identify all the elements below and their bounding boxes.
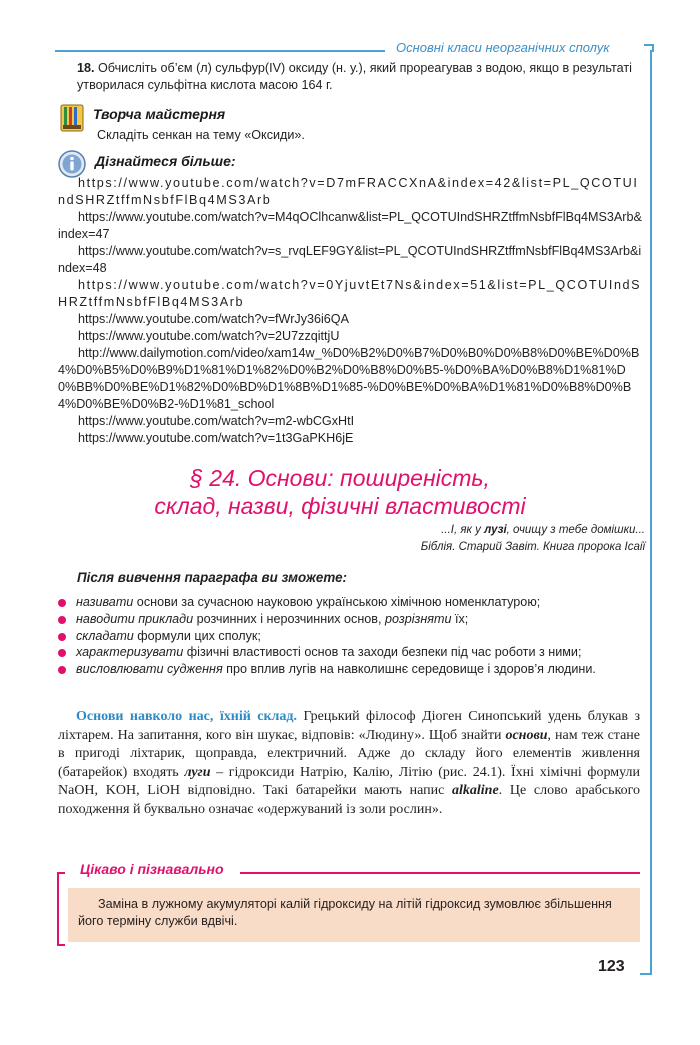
workshop-text: Складіть сенкан на тему «Оксиди». <box>97 128 305 142</box>
goal-item: характеризувати фізичні властивості основ та заходи безпеки під час роботи з ними; <box>58 644 643 661</box>
header-rule <box>55 50 385 52</box>
epigraph-bold: лузі <box>484 524 507 536</box>
body-lead: Основи навколо нас, їхній склад. <box>76 709 297 724</box>
page-number: 123 <box>598 958 625 975</box>
epigraph-post: , очищу з тебе домішки... <box>506 524 645 536</box>
link-9[interactable]: https://www.youtube.com/watch?v=1t3GaPKH6jE <box>78 431 354 445</box>
goals-title: Після вивчення параграфа ви зможете: <box>77 570 347 585</box>
interesting-frame <box>57 872 65 946</box>
epigraph <box>300 522 645 556</box>
section-title-line-1: § 24. Основи: поширеність, <box>190 465 490 491</box>
goal-item: складати формули цих сполук; <box>58 628 643 645</box>
task-18 <box>77 60 640 94</box>
goal-item: наводити приклади розчинних і нерозчинних основ, розрізняти їх; <box>58 611 643 628</box>
interesting-title: Цікаво і пізнавально <box>80 861 224 877</box>
running-title: Основні класи неорганічних сполук <box>396 40 610 55</box>
link-6[interactable]: https://www.youtube.com/watch?v=2U7zzqittjU <box>78 329 340 343</box>
goal-item: називати основи за сучасною науковою українською хімічною номенклатурою; <box>58 594 643 611</box>
link-3[interactable]: https://www.youtube.com/watch?v=s_rvqLEF9GY&list=PL_QCOTUIndSHRZtffmNsbfFlBq4MS3Arb&index=48 <box>58 244 642 275</box>
learn-more-title: Дізнайтеся більше: <box>95 153 236 169</box>
link-4[interactable]: https://www.youtube.com/watch?v=0YjuvtEt7Ns&index=51&list=PL_QCOTUIndSHRZtffmNsbfFlBq4MS3Arb <box>58 278 642 309</box>
workshop-icon <box>60 104 84 132</box>
links-list <box>58 175 642 447</box>
info-icon <box>58 150 86 178</box>
link-1[interactable]: https://www.youtube.com/watch?v=D7mFRACCXnA&index=42&list=PL_QCOTUIndSHRZtffmNsbfFlBq4MS3Arb <box>58 176 639 207</box>
task-text: Обчисліть об’єм (л) сульфур(IV) оксиду (н. у.), який прореагував з водою, якщо в результаті утворилася сульфітна кислота масою 164 г. <box>77 61 632 92</box>
workshop-title: Творча майстерня <box>93 106 226 122</box>
link-5[interactable]: https://www.youtube.com/watch?v=fWrJy36i6QA <box>78 312 349 326</box>
section-title-line-2: склад, назви, фізичні властивості <box>154 493 526 519</box>
body-paragraph: Основи навколо нас, їхній склад. Грецький філософ Діоген Синопський удень блукав з ліхтарем. На запитання, кого він шукає, відповів: «Людину». Щоб знайти основи, нам теж стане в пригоді ліхтарик, щоправда, електричний. Адже до складу його елементів живлення (батарейок) входять луги – гідроксиди Натрію, Калію, Літію (рис. 24.1). Їхні хімічні формули NaOH, KOH, LiOH відповідно. Такі батарейки мають напис alkaline. Це слово арабського походження й буквально означає «одержуваний із золи рослин». <box>58 709 640 817</box>
page-rail <box>650 50 652 975</box>
goals-list <box>58 594 643 678</box>
footer-rule <box>640 973 650 975</box>
link-2[interactable]: https://www.youtube.com/watch?v=M4qOClhcanw&list=PL_QCOTUIndSHRZtffmNsbfFlBq4MS3Arb&index=47 <box>58 210 642 241</box>
goal-item: висловлювати судження про вплив лугів на навколишнє середовище і здоров’я людини. <box>58 661 643 678</box>
epigraph-source: Біблія. Старий Завіт. Книга пророка Ісаії <box>420 541 645 553</box>
interesting-rule <box>240 872 640 874</box>
link-8[interactable]: https://www.youtube.com/watch?v=m2-wbCGxHtI <box>78 414 355 428</box>
epigraph-pre: ...І, як у <box>441 524 485 536</box>
interesting-text: Заміна в лужному акумуляторі калій гідроксиду на літій гідроксид зумовлює збільшення його терміну служби вдвічі. <box>78 897 612 928</box>
section-title <box>60 464 620 520</box>
task-number: 18. <box>77 61 95 75</box>
link-7[interactable]: http://www.dailymotion.com/video/xam14w_%D0%B2%D0%B7%D0%B0%D0%B8%D0%BE%D0%B4%D0%B5%D0%B9%D1%81%D1%82%D0%B2%D0%B8%D0%B5-%D0%BA%D0%B8%D1%81%D0%BB%D0%BE%D1%82%D0%BD%D1%8B%D1%85-%D0%BE%D0%BA%D1%81%D0%B8%D0%B4%D0%BE%D0%B2-%D1%81_school <box>58 346 640 411</box>
header-corner <box>644 44 654 52</box>
